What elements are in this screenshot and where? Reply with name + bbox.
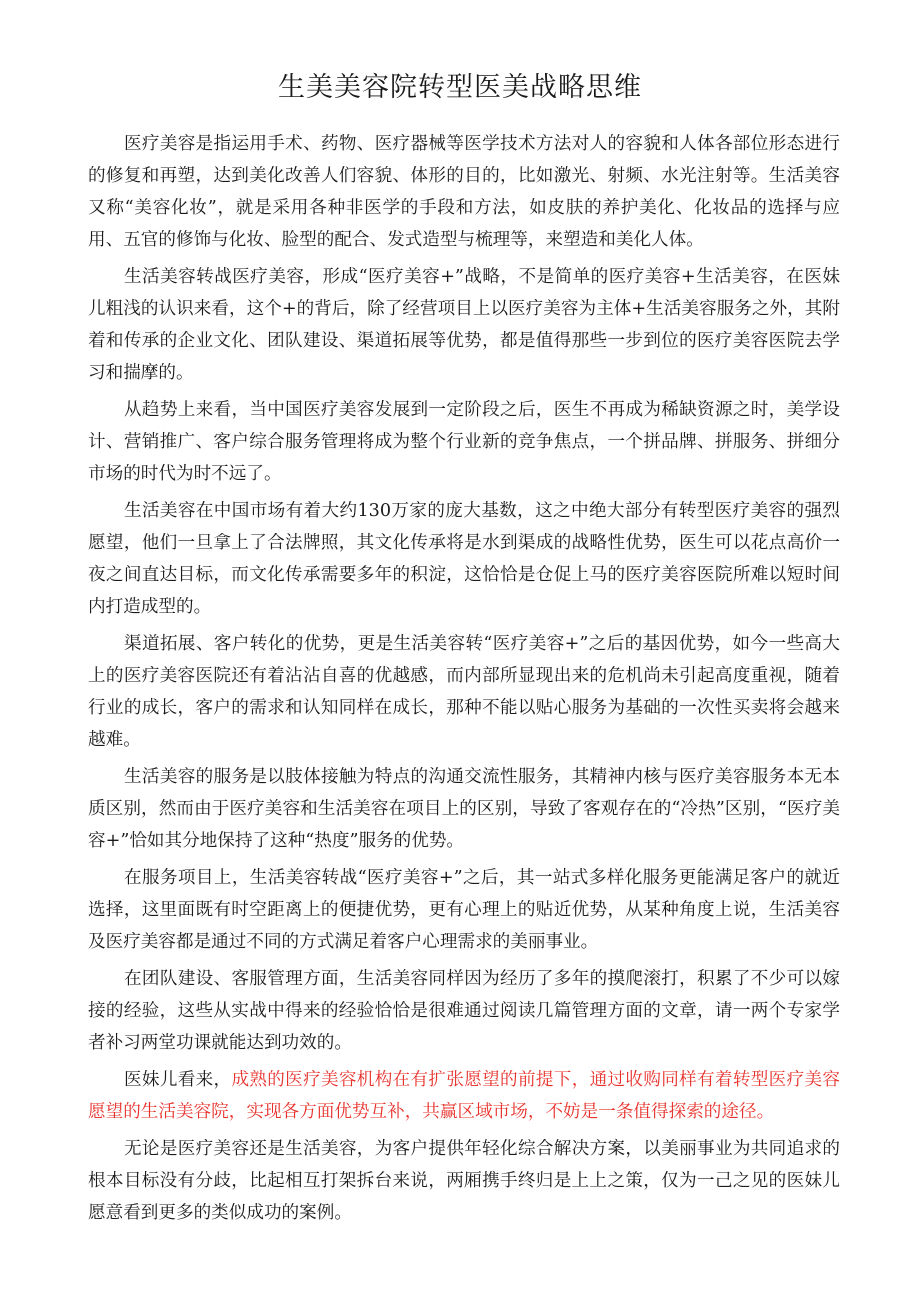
paragraph-closing: 无论是医疗美容还是生活美容，为客户提供年轻化综合解决方案，以美丽事业为共同追求的根本目标没有分歧，比起相互打架拆台来说，两厢携手终归是上上之策，仅为一己之见的医妹儿愿意看到更多的类似成功的案例。 bbox=[88, 1139, 840, 1223]
document-title: 生美美容院转型医美战略思维 bbox=[278, 72, 642, 103]
paragraph-3: 从趋势上来看，当中国医疗美容发展到一定阶段之后，医生不再成为稀缺资源之时，美学设计、营销推广、客户综合服务管理将成为整个行业新的竞争焦点，一个拼品牌、拼服务、拼细分市场的时代为时不远了。 bbox=[88, 400, 840, 484]
paragraph-6: 生活美容的服务是以肢体接触为特点的沟通交流性服务，其精神内核与医疗美容服务本无本质区别，然而由于医疗美容和生活美容在项目上的区别，导致了客观存在的“冷热”区别，“医疗美容+”恰如其分地保持了这种“热度”服务的优势。 bbox=[88, 767, 840, 851]
paragraph-highlight bbox=[88, 1064, 840, 1128]
document-body bbox=[88, 128, 840, 1234]
paragraph-1: 医疗美容是指运用手术、药物、医疗器械等医学技术方法对人的容貌和人体各部位形态进行的修复和再塑，达到美化改善人们容貌、体形的目的，比如激光、射频、水光注射等。生活美容又称“美容化妆”，就是采用各种非医学的手段和方法，如皮肤的养护美化、化妆品的选择与应用、五官的修饰与化妆、脸型的配合、发式造型与梳理等，来塑造和美化人体。 bbox=[88, 134, 840, 250]
paragraph-4: 生活美容在中国市场有着大约130万家的庞大基数，这之中绝大部分有转型医疗美容的强烈愿望，他们一旦拿上了合法牌照，其文化传承将是水到渠成的战略性优势，医生可以花点高价一夜之间直达目标，而文化传承需要多年的积淀，这恰恰是仓促上马的医疗美容医院所难以短时间内打造成型的。 bbox=[88, 501, 840, 617]
highlight-red-text: 成熟的医疗美容机构在有扩张愿望的前提下，通过收购同样有着转型医疗美容愿望的生活美容院，实现各方面优势互补，共赢区域市场，不妨是一条值得探索的途径。 bbox=[88, 1070, 840, 1122]
paragraph-8: 在团队建设、客服管理方面，生活美容同样因为经历了多年的摸爬滚打，积累了不少可以嫁接的经验，这些从实战中得来的经验恰恰是很难通过阅读几篇管理方面的文章，请一两个专家学者补习两堂功课就能达到功效的。 bbox=[88, 969, 840, 1053]
paragraph-5: 渠道拓展、客户转化的优势，更是生活美容转“医疗美容+”之后的基因优势，如今一些高大上的医疗美容医院还有着沾沾自喜的优越感，而内部所显现出来的危机尚未引起高度重视，随着行业的成长，客户的需求和认知同样在成长，那种不能以贴心服务为基础的一次性买卖将会越来越难。 bbox=[88, 634, 840, 750]
highlight-lead-text: 医妹儿看来， bbox=[124, 1070, 232, 1090]
paragraph-2: 生活美容转战医疗美容，形成“医疗美容+”战略，不是简单的医疗美容+生活美容，在医妹儿粗浅的认识来看，这个+的背后，除了经营项目上以医疗美容为主体+生活美容服务之外，其附着和传承的企业文化、团队建设、渠道拓展等优势，都是值得那些一步到位的医疗美容医院去学习和揣摩的。 bbox=[88, 267, 840, 383]
paragraph-7: 在服务项目上，生活美容转战“医疗美容+”之后，其一站式多样化服务更能满足客户的就近选择，这里面既有时空距离上的便捷优势，更有心理上的贴近优势，从某种角度上说，生活美容及医疗美容都是通过不同的方式满足着客户心理需求的美丽事业。 bbox=[88, 868, 840, 952]
